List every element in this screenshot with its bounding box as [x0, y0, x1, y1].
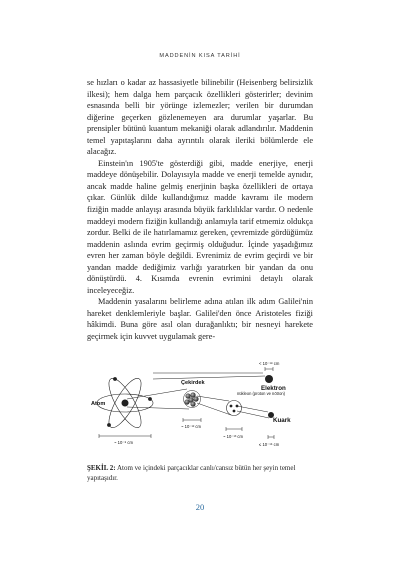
paragraph: Maddenin yasalarını belirleme adına atılan ilk adım Galilei'nin hareket denklemleriyle başlar. Galilei'den önce Aristoteles fiziği hâkimdi. Buna göre asıl olan durağanlıktı; bir nesneyi harekete geçirmek için kuvvet uygulamak gere- [87, 297, 313, 342]
nucleus-label: Çekirdek [181, 380, 205, 386]
electron-dot [265, 375, 273, 383]
atom-structure-figure [87, 359, 313, 453]
nucleus-scale-label: ~ 10⁻¹² cm [181, 424, 202, 429]
page-number: 20 [195, 502, 205, 512]
caption-label: ŞEKİL 2: [87, 464, 116, 472]
atom-graphic [97, 374, 153, 431]
atom-scale-label: ~ 10⁻⁸ cm [114, 440, 133, 445]
nucleus-graphic [184, 391, 201, 408]
nucleon-scale-label: ~ 10⁻¹³ cm [223, 434, 244, 439]
electron-label: Elektron [261, 385, 286, 392]
body-text [87, 77, 313, 343]
atom-structure-diagram [87, 359, 313, 453]
atom-label: Atom [91, 401, 106, 407]
caption-text: Atom ve içindeki parçacıklar canlı/cansız bütün her şeyin temel yapıtaşıdır. [87, 464, 296, 482]
running-head: MADDENİN KISA TARİHİ [159, 53, 241, 59]
nucleon-graphic [227, 401, 242, 416]
figure-caption [87, 463, 313, 483]
paragraph: Einstein'ın 1905'te gösterdiği gibi, madde enerjiye, enerji maddeye dönüşebilir. Dolayısıyla madde ve enerji temelde aynıdır, ancak madde haline gelmiş enerjinin başka özellikleri de ortaya çıkar. Günlük dilde kullandığımız madde kavramı ile modern fiziğin madde anlayışı arasında büyük farklılıklar vardır. O nedenle maddeyi modern fiziğin kullandığı anlamıyla tarif etmemiz oldukça zordur. Belki de ile hatırlamamız gereken, çevremizde gördüğümüz maddenin aslında evrim geçirmiş olduğudur. İçinde yaşadığımız evren her zaman böyle değildi. Evrenimiz de evrim geçirdi ve bir yandan madde dediğimiz varlığı yaratırken bir yandan da onu dönüştürdü. 4. Kısımda evrenin evrimini detaylı olarak inceleyeceğiz. [87, 158, 313, 295]
electron-scale-label: < 10⁻¹⁸ cm [259, 361, 280, 366]
quark-scale-label: ≤ 10⁻¹⁶ cm [259, 442, 280, 447]
nucleon-label: nükleon (proton ve nötron) [237, 391, 286, 396]
quark-label: Kuark [273, 417, 291, 424]
paragraph: se hızları o kadar az hassasiyetle bilinebilir (Heisenberg belirsizlik ilkesi); hem dalga hem parçacık özellikleri gösterirler; devinim esnasında belli bir yörünge izlemezler; verilen bir durumdan diğerine geçerken gözlenemeyen ara durumlar yaşarlar. Bu prensipler bütünü kuantum mekaniği olarak adlandırılır. Maddenin temel yapıtaşlarını daha ayrıntılı olarak ileriki bölümlerde ele alacağız. [87, 78, 313, 157]
